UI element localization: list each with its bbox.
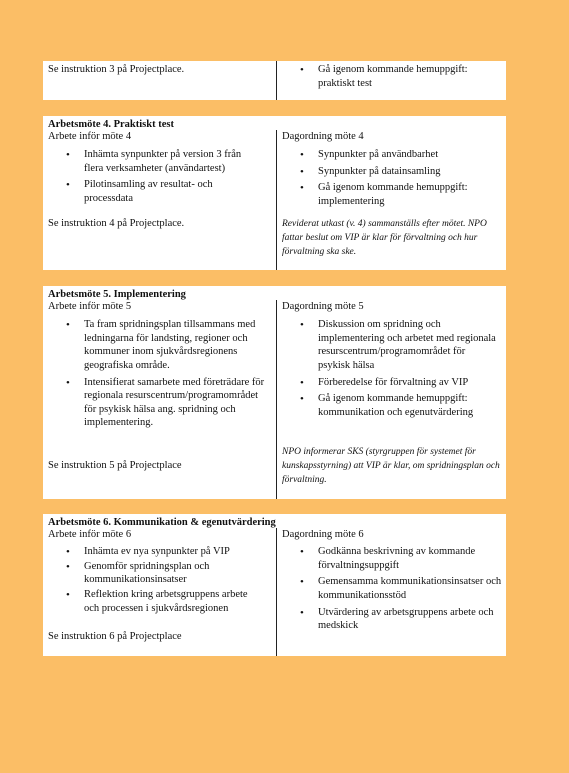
- task-list: [66, 318, 266, 433]
- bullet-icon: •: [66, 560, 70, 573]
- bullet-icon: •: [300, 64, 304, 76]
- instruction-text: Se instruktion 3 på Projectplace.: [48, 64, 185, 75]
- meeting-heading: Arbetsmöte 4. Praktiskt test: [48, 119, 174, 130]
- list-item: • Reflektion kring arbetsgruppens arbete och processen i sjukvårdsregionen: [66, 588, 248, 614]
- column-title: Dagordning möte 4: [282, 131, 364, 142]
- bullet-icon: •: [300, 393, 304, 406]
- right-column: [276, 61, 507, 100]
- left-column: [43, 61, 275, 100]
- bullet-icon: •: [300, 576, 304, 589]
- bullet-icon: •: [300, 165, 304, 178]
- bullet-icon: •: [300, 149, 304, 161]
- agenda-list: [300, 63, 500, 93]
- instruction-text: Se instruktion 4 på Projectplace.: [48, 218, 185, 229]
- bullet-icon: •: [300, 182, 304, 195]
- list-item: • Inhämta synpunkter på version 3 från flera verksamheter (användartest): [66, 149, 242, 174]
- agenda-list: [300, 545, 502, 636]
- bullet-icon: •: [300, 546, 304, 558]
- right-column: [276, 528, 507, 656]
- meeting-heading: Arbetsmöte 6. Kommunikation & egenutvärdering: [48, 517, 276, 528]
- bullet-icon: •: [300, 319, 304, 331]
- column-title: Arbete inför möte 4: [48, 131, 132, 142]
- list-item: • Gå igenom kommande hemuppgift: kommunikation och egenutvärdering: [300, 393, 474, 418]
- meeting-6-box: [43, 514, 506, 656]
- list-item: • Intensifierat samarbete med företrädare för regionala resurscentrum/programområdet för psykisk hälsa ang. spridning och implementering.: [66, 376, 265, 429]
- column-title: Dagordning möte 5: [282, 301, 364, 312]
- meeting-heading: Arbetsmöte 5. Implementering: [48, 289, 186, 300]
- list-item: • Genomför spridningsplan och kommunikationsinsatser: [66, 560, 210, 586]
- column-title: Arbete inför möte 5: [48, 301, 132, 312]
- list-item: • Synpunkter på användbarhet: [300, 149, 439, 161]
- meeting-4-box: [43, 116, 506, 270]
- bullet-icon: •: [300, 376, 304, 389]
- list-item: • Pilotinsamling av resultat- och processdata: [66, 179, 213, 204]
- list-item: • Utvärdering av arbetsgruppens arbete och medskick: [300, 606, 494, 632]
- list-item: • Diskussion om spridning och implementering och arbetet med regionala resurscentrum/programområdet för psykisk hälsa: [300, 319, 496, 371]
- bullet-icon: •: [66, 149, 70, 161]
- right-column: [276, 130, 507, 270]
- list-item: • Synpunkter på datainsamling: [300, 165, 441, 178]
- bullet-icon: •: [66, 319, 70, 331]
- list-item: • Gemensamma kommunikationsinsatser och kommunikationsstöd: [300, 576, 502, 601]
- meeting-3-continuation: [43, 61, 506, 100]
- list-item: • Inhämta ev nya synpunkter på VIP: [66, 546, 230, 558]
- bullet-icon: •: [66, 588, 70, 601]
- list-item: • Förberedelse för förvaltning av VIP: [300, 376, 469, 389]
- list-item: • Ta fram spridningsplan tillsammans med ledningarna för landsting, regioner och kommuner inom sjukvårdsregionens geografiska område.: [66, 319, 256, 371]
- decision-note: NPO informerar SKS (styrgruppen för systemet för kunskapsstyrning) att VIP är klar, om spridningsplan och förvaltning.: [282, 447, 500, 485]
- agenda-list: [300, 148, 500, 212]
- bullet-icon: •: [300, 606, 304, 619]
- left-column: [43, 528, 275, 656]
- bullet-icon: •: [66, 179, 70, 192]
- task-list: [66, 545, 264, 618]
- right-column: [276, 300, 507, 499]
- decision-note: Reviderat utkast (v. 4) sammanställs efter mötet. NPO fattar beslut om VIP är klar för förvaltning och hur förvaltning ska ske.: [282, 219, 487, 257]
- list-item: • Gå igenom kommande hemuppgift: praktiskt test: [300, 64, 468, 89]
- instruction-text: Se instruktion 6 på Projectplace: [48, 631, 182, 642]
- left-column: [43, 130, 275, 270]
- column-title: Dagordning möte 6: [282, 529, 364, 540]
- bullet-icon: •: [66, 546, 70, 558]
- instruction-text: Se instruktion 5 på Projectplace: [48, 460, 182, 471]
- list-item: • Godkänna beskrivning av kommande förvaltningsuppgift: [300, 546, 476, 571]
- list-item: • Gå igenom kommande hemuppgift: implementering: [300, 182, 468, 207]
- task-list: [66, 148, 262, 209]
- meeting-5-box: [43, 286, 506, 499]
- left-column: [43, 300, 275, 499]
- column-title: Arbete inför möte 6: [48, 529, 132, 540]
- bullet-icon: •: [66, 376, 70, 389]
- agenda-list: [300, 318, 496, 422]
